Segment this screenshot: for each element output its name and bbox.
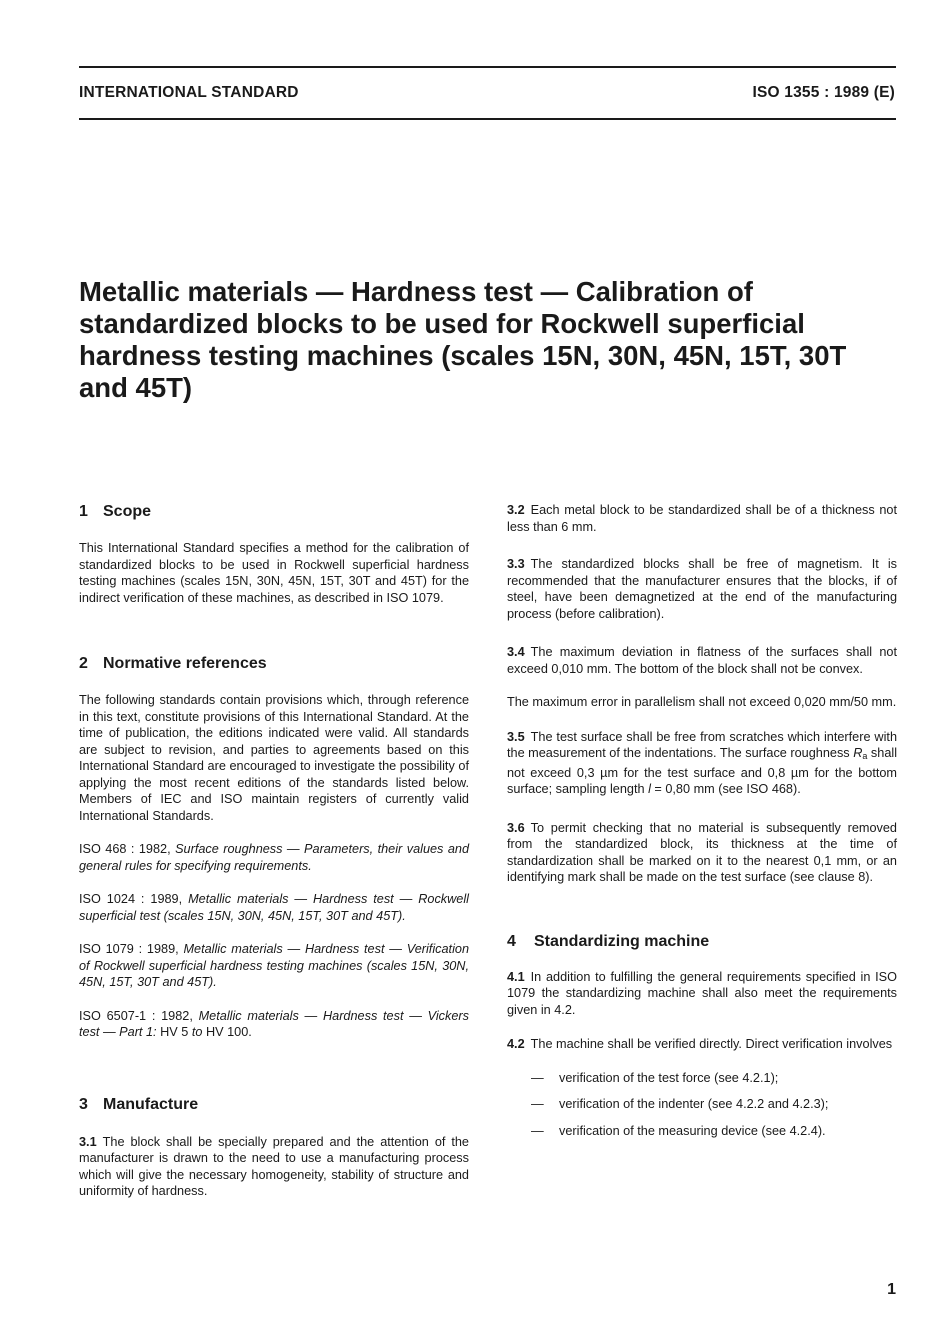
ref-iso-1024: ISO 1024 : 1989, Metallic materials — Hardness test — Rockwell superficial test (scales 15N, 30N, 45N, 15T, 30T and 45T).: [79, 892, 469, 923]
section-2-heading: 2 Normative references: [79, 655, 267, 672]
clause-3-4: 3.4 The maximum deviation in flatness of the surfaces shall not exceed 0,010 mm. The bottom of the block shall not be convex.: [507, 645, 897, 676]
ref-iso-1079: ISO 1079 : 1989, Metallic materials — Hardness test — Verification of Rockwell superficial hardness testing machines (scales 15N, 30N, 45N, 15T, 30T and 45T).: [79, 942, 469, 989]
clause-3-2: 3.2 Each metal block to be standardized shall be of a thickness not less than 6 mm.: [507, 503, 897, 534]
clause-4-1: 4.1 In addition to fulfilling the general requirements specified in ISO 1079 the standardizing machine shall also meet the requirements given in 4.2.: [507, 969, 897, 1017]
document-title: Metallic materials — Hardness test — Calibration of standardized blocks to be used for Rockwell superficial hardness testing machines (scales 15N, 30N, 45N, 15T, 30T and 45T): [79, 276, 847, 403]
header-right: ISO 1355 : 1989 (E): [752, 84, 895, 101]
ref-iso-6507: ISO 6507-1 : 1982, Metallic materials — Hardness test — Vickers test — Part 1: HV 5 to HV 100.: [79, 1008, 469, 1039]
section-4-heading: 4 Standardizing machine: [507, 932, 710, 950]
section-3-heading: 3 Manufacture: [79, 1095, 199, 1113]
right-column: [507, 502, 897, 1149]
clause-3-4-parallelism: The maximum error in parallelism shall not exceed 0,020 mm/50 mm.: [507, 695, 897, 709]
section-1-heading: 1 Scope: [79, 503, 152, 520]
list-item: — verification of the measuring device (see 4.2.4).: [531, 1123, 826, 1138]
top-rule: [79, 66, 896, 68]
list-item: — verification of the test force (see 4.2.1);: [531, 1070, 779, 1085]
normative-intro: The following standards contain provisions which, through reference in this text, constitute provisions of this International Standard. At the time of publication, the editions indicated were valid. All standards are subject to revision, and parties to agreements based on this International Standard are encouraged to investigate the possibility of applying the most recent editions of the standards listed below. Members of IEC and ISO maintain registers of currently valid International Standards.: [79, 693, 469, 823]
page-number: 1: [887, 1281, 896, 1298]
left-column: [79, 502, 469, 1200]
clause-4-2: 4.2 The machine shall be verified directly. Direct verification involves: [507, 1037, 893, 1051]
clause-3-1: 3.1 The block shall be specially prepared and the attention of the manufacturer is drawn to the need to use a manufacturing process which will give the necessary homogeneity, stability of structure and uniformity of hardness.: [79, 1134, 469, 1198]
header-left: INTERNATIONAL STANDARD: [79, 84, 299, 101]
clause-3-6: 3.6 To permit checking that no material is subsequently removed from the standardized block, its thickness at the time of standardization shall be marked on it to the nearest 0,1 mm, or an identifying mark shall be made on the test surface (see clause 8).: [507, 820, 897, 884]
list-item: — verification of the indenter (see 4.2.2 and 4.2.3);: [531, 1097, 829, 1111]
verification-list: [507, 1070, 897, 1140]
clause-3-5: 3.5 The test surface shall be free from scratches which interfere with the measurement of the indentations. The surface roughness $R_a$ shall not exceed 0,3 µm for the test surface and 0,8 µm for the bottom surface; sampling length l = 0,80 mm (see ISO 468).: [507, 729, 898, 796]
header-rule: [79, 118, 896, 120]
clause-3-3: 3.3 The standardized blocks shall be free of magnetism. It is recommended that the manufacturer ensures that the blocks, if of steel, have been demagnetized at the end of the manufacturing process (before calibration).: [507, 557, 897, 621]
ref-iso-468: ISO 468 : 1982, Surface roughness — Parameters, their values and general rules for specifying requirements.: [79, 842, 470, 873]
scope-text: This International Standard specifies a method for the calibration of standardized blocks to be used in Rockwell superficial hardness testing machines (scales 15N, 30N, 45N, 15T, 30T and 45T) for the indirect verification of these machines, as described in ISO 1079.: [79, 541, 469, 605]
